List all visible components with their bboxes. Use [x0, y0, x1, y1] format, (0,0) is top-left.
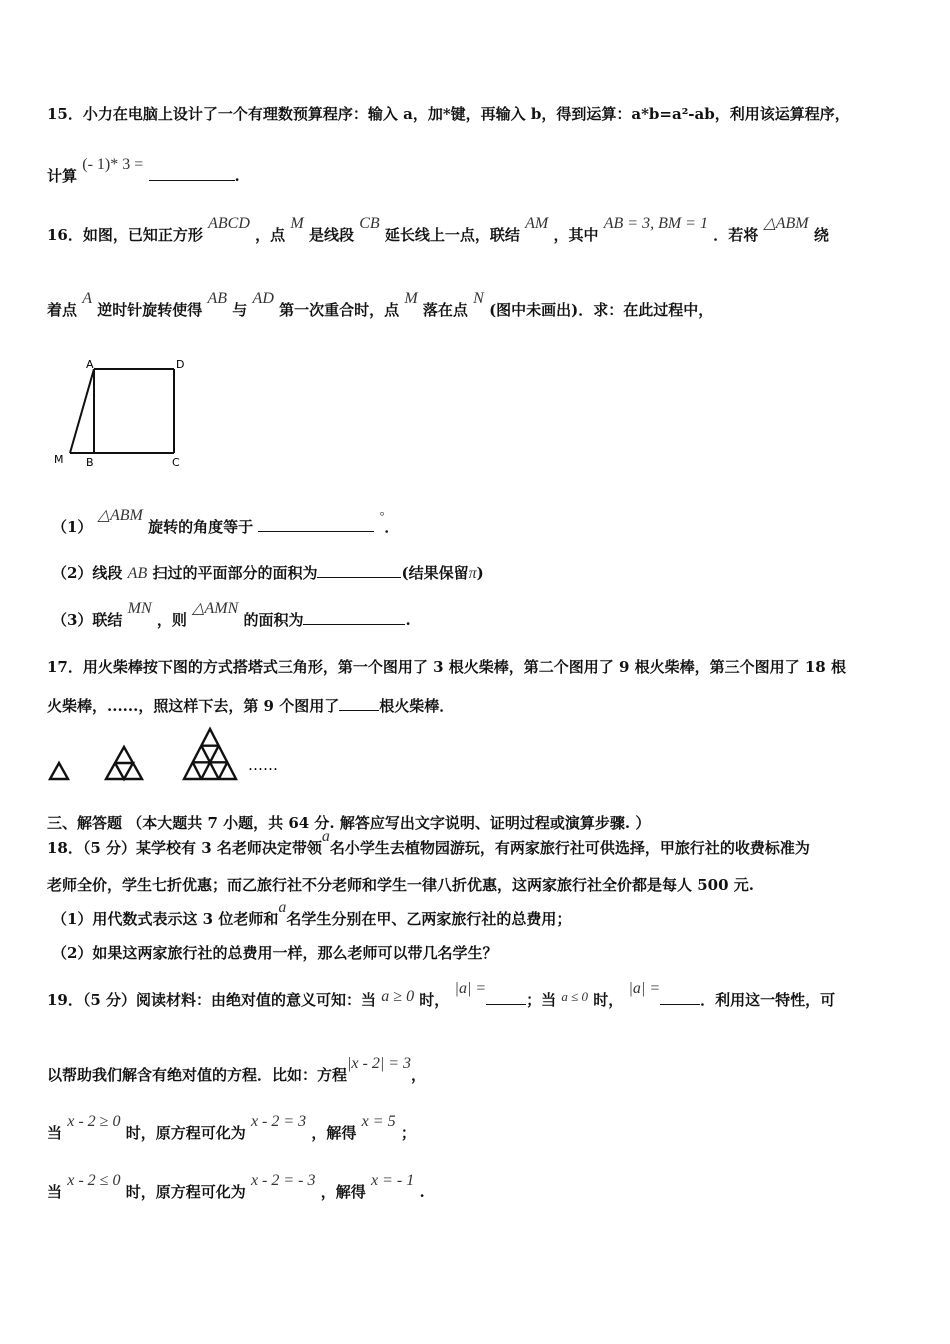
q16-text: ．若将: [713, 226, 759, 244]
q16-sub1-text: 旋转的角度等于: [148, 518, 254, 536]
section-3-heading: 三、解答题 （本大题共 7 小题，共 64 分. 解答应写出文字说明、证明过程或演算步骤. ）: [47, 814, 651, 832]
q19-line2: [47, 1055, 427, 1086]
q16-sub2-close: ): [476, 564, 484, 582]
ellipsis: ……: [248, 756, 278, 774]
q19-text: ；: [400, 1124, 416, 1142]
q16-sub1-math: △ABM: [97, 507, 143, 524]
q18-sub2: （2）如果这两家旅行社的总费用一样，那么老师可以带几名学生？: [52, 944, 498, 962]
q19-text: ，解得: [311, 1124, 357, 1142]
q18-text: 名学生分别在甲、乙两家旅行社的总费用；: [286, 910, 572, 928]
q16-math-ab: AB: [207, 290, 228, 307]
q15-prefix: 计算: [47, 167, 78, 185]
q19-text: 当: [47, 1124, 63, 1142]
q18-text: （1）用代数式表示这 3 位老师和: [52, 910, 279, 928]
q16-math-lengths: AB = 3, BM = 1: [603, 215, 708, 232]
q19-line3: [47, 1113, 416, 1144]
q17-line1: 17．用火柴棒按下图的方式搭塔式三角形，第一个图用了 3 根火柴棒，第二个图用了 9 根火柴棒，第三个图用了 18 根: [47, 658, 846, 676]
q16-sub1-degree: °: [379, 509, 385, 523]
q16-sub1: [52, 507, 400, 538]
q16-sub3-num: （3）联结: [52, 611, 123, 629]
q16-sub3-math-mn: MN: [127, 600, 152, 617]
q16-line1: [47, 215, 829, 246]
q19-text: ，: [411, 1066, 427, 1084]
q19-line4: [47, 1172, 425, 1203]
q16-sub1-num: （1）: [52, 518, 93, 536]
pi-symbol: π: [468, 565, 477, 582]
q16-text: 与: [232, 301, 248, 319]
q15-expression: (- 1)* 3 =: [82, 156, 144, 173]
q16-sub2: [52, 563, 484, 584]
q19-line1: [47, 980, 836, 1011]
q18-line1: [47, 828, 810, 859]
q19-text: 时，: [419, 991, 450, 1009]
q16-sub1-end: ．: [384, 518, 400, 536]
label-m: M: [54, 453, 64, 466]
q16-sub2-text: 扫过的平面部分的面积为: [152, 564, 318, 582]
q16-sub3-blank[interactable]: [303, 610, 405, 625]
q19-text: 时，: [593, 991, 624, 1009]
q18-text: 名小学生去植物园游玩，有两家旅行社可供选择，甲旅行社的收费标准为: [329, 839, 810, 857]
q16-math-am: AM: [525, 215, 549, 232]
matchstick-triangles-figure: [44, 722, 284, 784]
q16-sub3-end: .: [405, 611, 411, 629]
q16-math-a: A: [82, 290, 93, 307]
q16-text: 第一次重合时，点: [279, 301, 400, 319]
q16-text: 绕: [813, 226, 829, 244]
q18-text: 18．（5 分）某学校有 3 名老师决定带领: [47, 839, 322, 857]
q19-text: 当: [47, 1183, 63, 1201]
q16-text: 16．如图，已知正方形: [47, 226, 203, 244]
q18-math-a2: a: [278, 899, 287, 916]
q16-text: 落在点: [422, 301, 468, 319]
q16-math-n: N: [473, 290, 484, 307]
q19-text: 以帮助我们解含有绝对值的方程．比如：方程: [47, 1066, 348, 1084]
q16-sub2-num: （2）线段: [52, 564, 123, 582]
q16-text: 着点: [47, 301, 78, 319]
q16-text: 延长线上一点，联结: [384, 226, 520, 244]
q17-text: 根火柴棒．: [379, 697, 455, 715]
q16-line2: [47, 290, 714, 321]
q19-math: x = 5: [361, 1113, 396, 1130]
q16-sub1-blank[interactable]: [258, 517, 374, 532]
q19-math: x - 2 ≤ 0: [67, 1172, 121, 1189]
q17-text: 火柴棒，......，照这样下去，第 9 个图用了: [47, 697, 340, 715]
q19-math: x - 2 ≥ 0: [67, 1113, 121, 1130]
q16-math-cb: CB: [359, 215, 380, 232]
q16-sub3: [52, 600, 411, 631]
q19-text: 19．（5 分）阅读材料：由绝对值的意义可知：当: [47, 991, 377, 1009]
q19-math-abs2: |a| =: [628, 980, 661, 997]
q19-math: x - 2 = 3: [250, 1113, 307, 1130]
q16-math-ad: AD: [252, 290, 274, 307]
q19-math: x - 2 = - 3: [250, 1172, 316, 1189]
q15-line2: [47, 156, 240, 187]
q16-text: 逆时针旋转使得: [97, 301, 203, 319]
q19-math: a ≤ 0: [561, 989, 589, 1004]
q18-line2: 老师全价，学生七折优惠；而乙旅行社不分老师和学生一律八折优惠，这两家旅行社全价都是每人 500 元.: [47, 876, 754, 894]
q16-math-triangle: △ABM: [763, 215, 809, 232]
q16-math-m2: M: [404, 290, 418, 307]
q15-line1: 15．小力在电脑上设计了一个有理数预算程序：输入 a，加*键，再输入 b，得到运算：a*b=a²-ab，利用该运算程序，: [47, 105, 850, 123]
q19-math: a ≥ 0: [381, 988, 415, 1005]
q19-math-abs: |a| =: [454, 980, 487, 997]
q16-math-m: M: [290, 215, 304, 232]
q16-sub2-end: (结果保留: [401, 564, 469, 582]
q16-text: 是线段: [308, 226, 354, 244]
q16-sub3-text2: 的面积为: [243, 611, 304, 629]
q16-sub2-blank[interactable]: [317, 563, 401, 578]
q16-math-abcd: ABCD: [208, 215, 250, 232]
label-d: D: [176, 358, 185, 371]
q19-text: 时，原方程可化为: [125, 1183, 246, 1201]
q19-math-equation: |x - 2| = 3: [347, 1055, 412, 1072]
q19-text: ，解得: [320, 1183, 366, 1201]
q19-math: x = - 1: [371, 1172, 415, 1189]
q16-sub2-math: AB: [127, 565, 148, 582]
label-b: B: [86, 456, 94, 469]
q19-text: ．利用这一特性，可: [700, 991, 836, 1009]
q16-sub3-math-amn: △AMN: [192, 600, 239, 617]
q17-line2: [47, 696, 454, 716]
q16-text: ，其中: [553, 226, 599, 244]
q19-text: .: [419, 1183, 425, 1201]
q16-sub3-text: ，则: [156, 611, 187, 629]
q19-blank-2[interactable]: [660, 990, 700, 1005]
q15-answer-blank[interactable]: [149, 166, 235, 181]
label-c: C: [172, 456, 180, 469]
q16-square-figure: [50, 355, 200, 475]
q16-text: ，点: [255, 226, 286, 244]
q19-text: ；当: [526, 991, 557, 1009]
q18-sub1: [52, 899, 572, 930]
q18-math-a: a: [321, 828, 330, 845]
q19-blank-1[interactable]: [486, 990, 526, 1005]
q17-answer-blank[interactable]: [339, 696, 379, 711]
q19-text: 时，原方程可化为: [125, 1124, 246, 1142]
q16-text: (图中未画出)．求：在此过程中，: [489, 301, 714, 319]
q15-end: .: [234, 167, 240, 185]
label-a: A: [86, 358, 94, 371]
